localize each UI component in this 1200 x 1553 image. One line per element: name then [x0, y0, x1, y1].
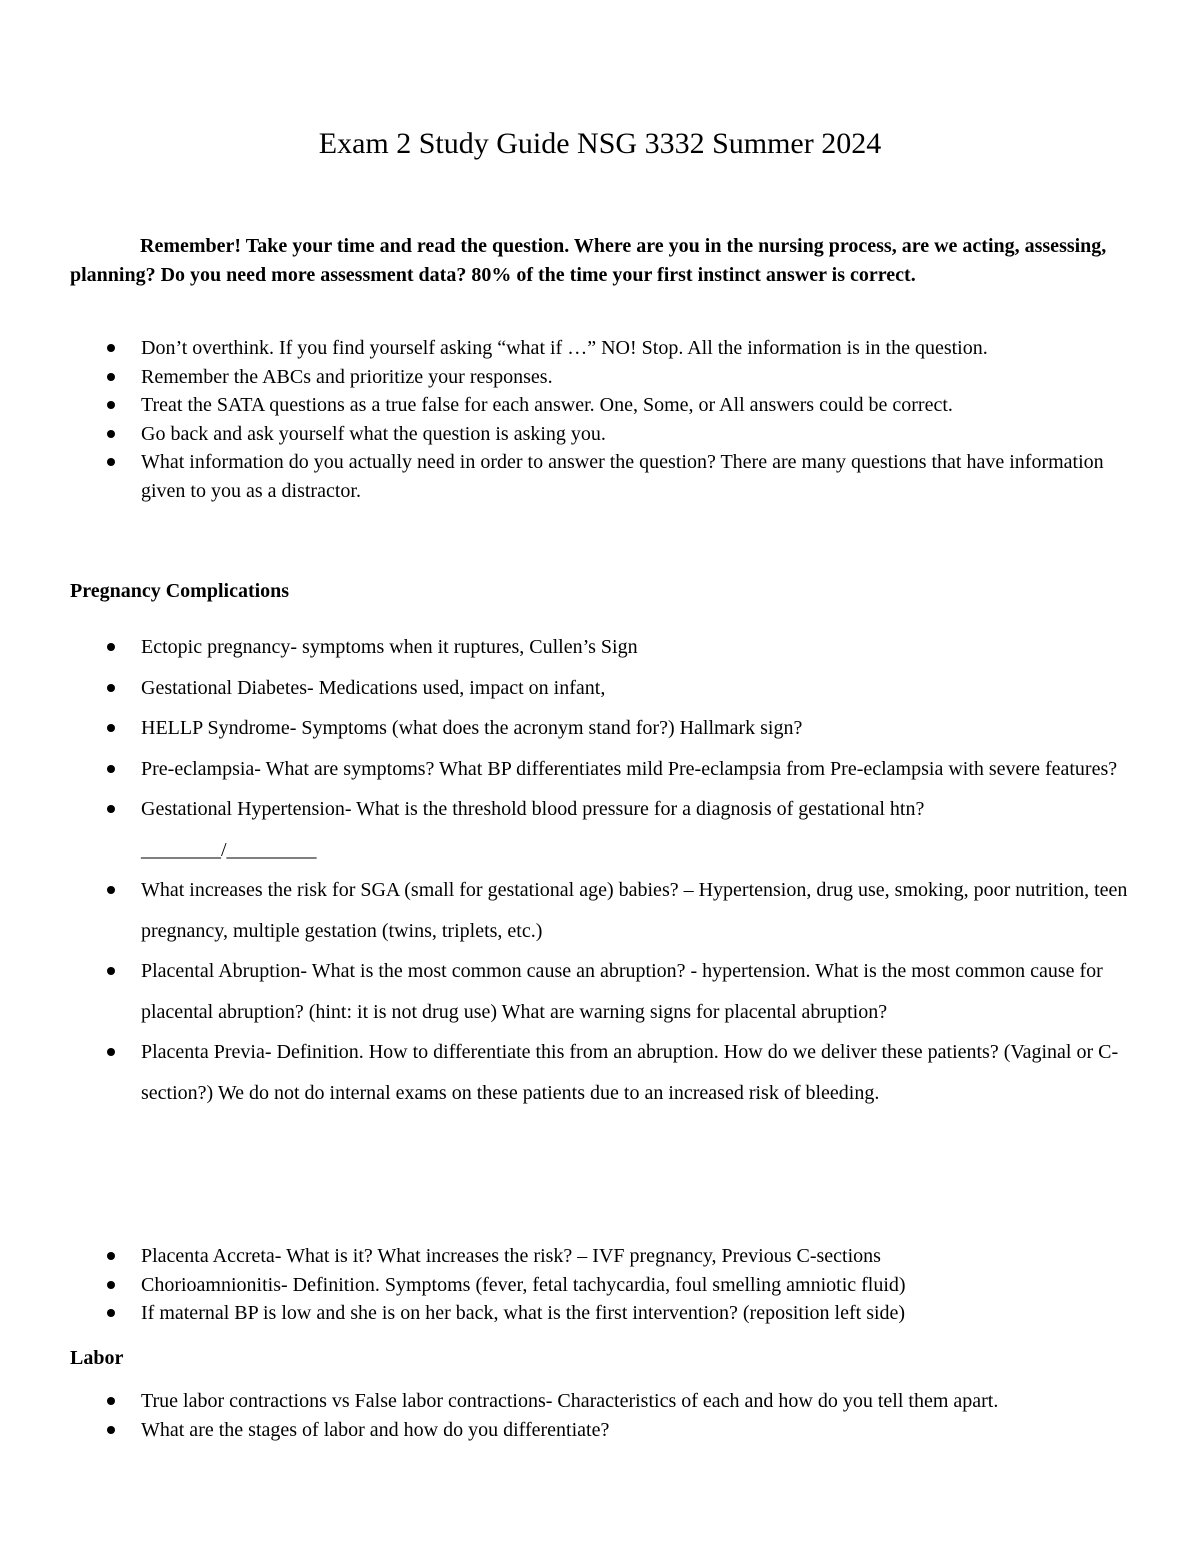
list-item: Gestational Diabetes- Medications used, impact on infant,	[70, 668, 1130, 709]
list-item: What information do you actually need in order to answer the question? There are many questions that have information given to you as a distractor.	[70, 448, 1130, 505]
list-item: Remember the ABCs and prioritize your responses.	[70, 363, 1130, 392]
list-item: Chorioamnionitis- Definition. Symptoms (fever, fetal tachycardia, foul smelling amniotic fluid)	[70, 1271, 1130, 1300]
list-item: What are the stages of labor and how do you differentiate?	[70, 1416, 1130, 1445]
list-item: Treat the SATA questions as a true false for each answer. One, Some, or All answers could be correct.	[70, 391, 1130, 420]
list-item: What increases the risk for SGA (small for gestational age) babies? – Hypertension, drug use, smoking, poor nutrition, teen pregnancy, multiple gestation (twins, triplets, etc.)	[70, 870, 1130, 951]
list-item: Placental Abruption- What is the most common cause an abruption? - hypertension. What is the most common cause for placental abruption? (hint: it is not drug use) What are warning signs for placental abruption?	[70, 951, 1130, 1032]
pregnancy-list	[70, 627, 1130, 1113]
labor-list	[70, 1387, 1130, 1444]
section-heading-pregnancy: Pregnancy Complications	[70, 580, 290, 602]
gestational-htn-text: Gestational Hypertension- What is the threshold blood pressure for a diagnosis of gestational htn?	[141, 798, 925, 820]
list-item: Don’t overthink. If you find yourself asking “what if …” NO! Stop. All the information is in the question.	[70, 334, 1130, 363]
list-item: Go back and ask yourself what the question is asking you.	[70, 420, 1130, 449]
list-item	[70, 789, 1130, 870]
list-item: Placenta Previa- Definition. How to differentiate this from an abruption. How do we deliver these patients? (Vaginal or C-section?) We do not do internal exams on these patients due to an increased risk of bleeding.	[70, 1032, 1130, 1113]
intro-paragraph: Remember! Take your time and read the question. Where are you in the nursing process, are we acting, assessing, planning? Do you need more assessment data? 80% of the time your first instinct answer is correct.	[70, 235, 1107, 286]
list-item: If maternal BP is low and she is on her back, what is the first intervention? (reposition left side)	[70, 1299, 1130, 1328]
tips-list	[70, 334, 1130, 505]
page-title: Exam 2 Study Guide NSG 3332 Summer 2024	[318, 127, 882, 160]
list-item: Pre-eclampsia- What are symptoms? What BP differentiates mild Pre-eclampsia from Pre-eclampsia with severe features?	[70, 749, 1130, 790]
bp-answer-blank: ________/_________	[141, 838, 317, 861]
list-item: Ectopic pregnancy- symptoms when it ruptures, Cullen’s Sign	[70, 627, 1130, 668]
section-heading-labor: Labor	[70, 1347, 124, 1369]
list-item: HELLP Syndrome- Symptoms (what does the acronym stand for?) Hallmark sign?	[70, 708, 1130, 749]
pregnancy-list-continued	[70, 1242, 1130, 1328]
list-item: Placenta Accreta- What is it? What increases the risk? – IVF pregnancy, Previous C-sections	[70, 1242, 1130, 1271]
list-item: True labor contractions vs False labor contractions- Characteristics of each and how do you tell them apart.	[70, 1387, 1130, 1416]
